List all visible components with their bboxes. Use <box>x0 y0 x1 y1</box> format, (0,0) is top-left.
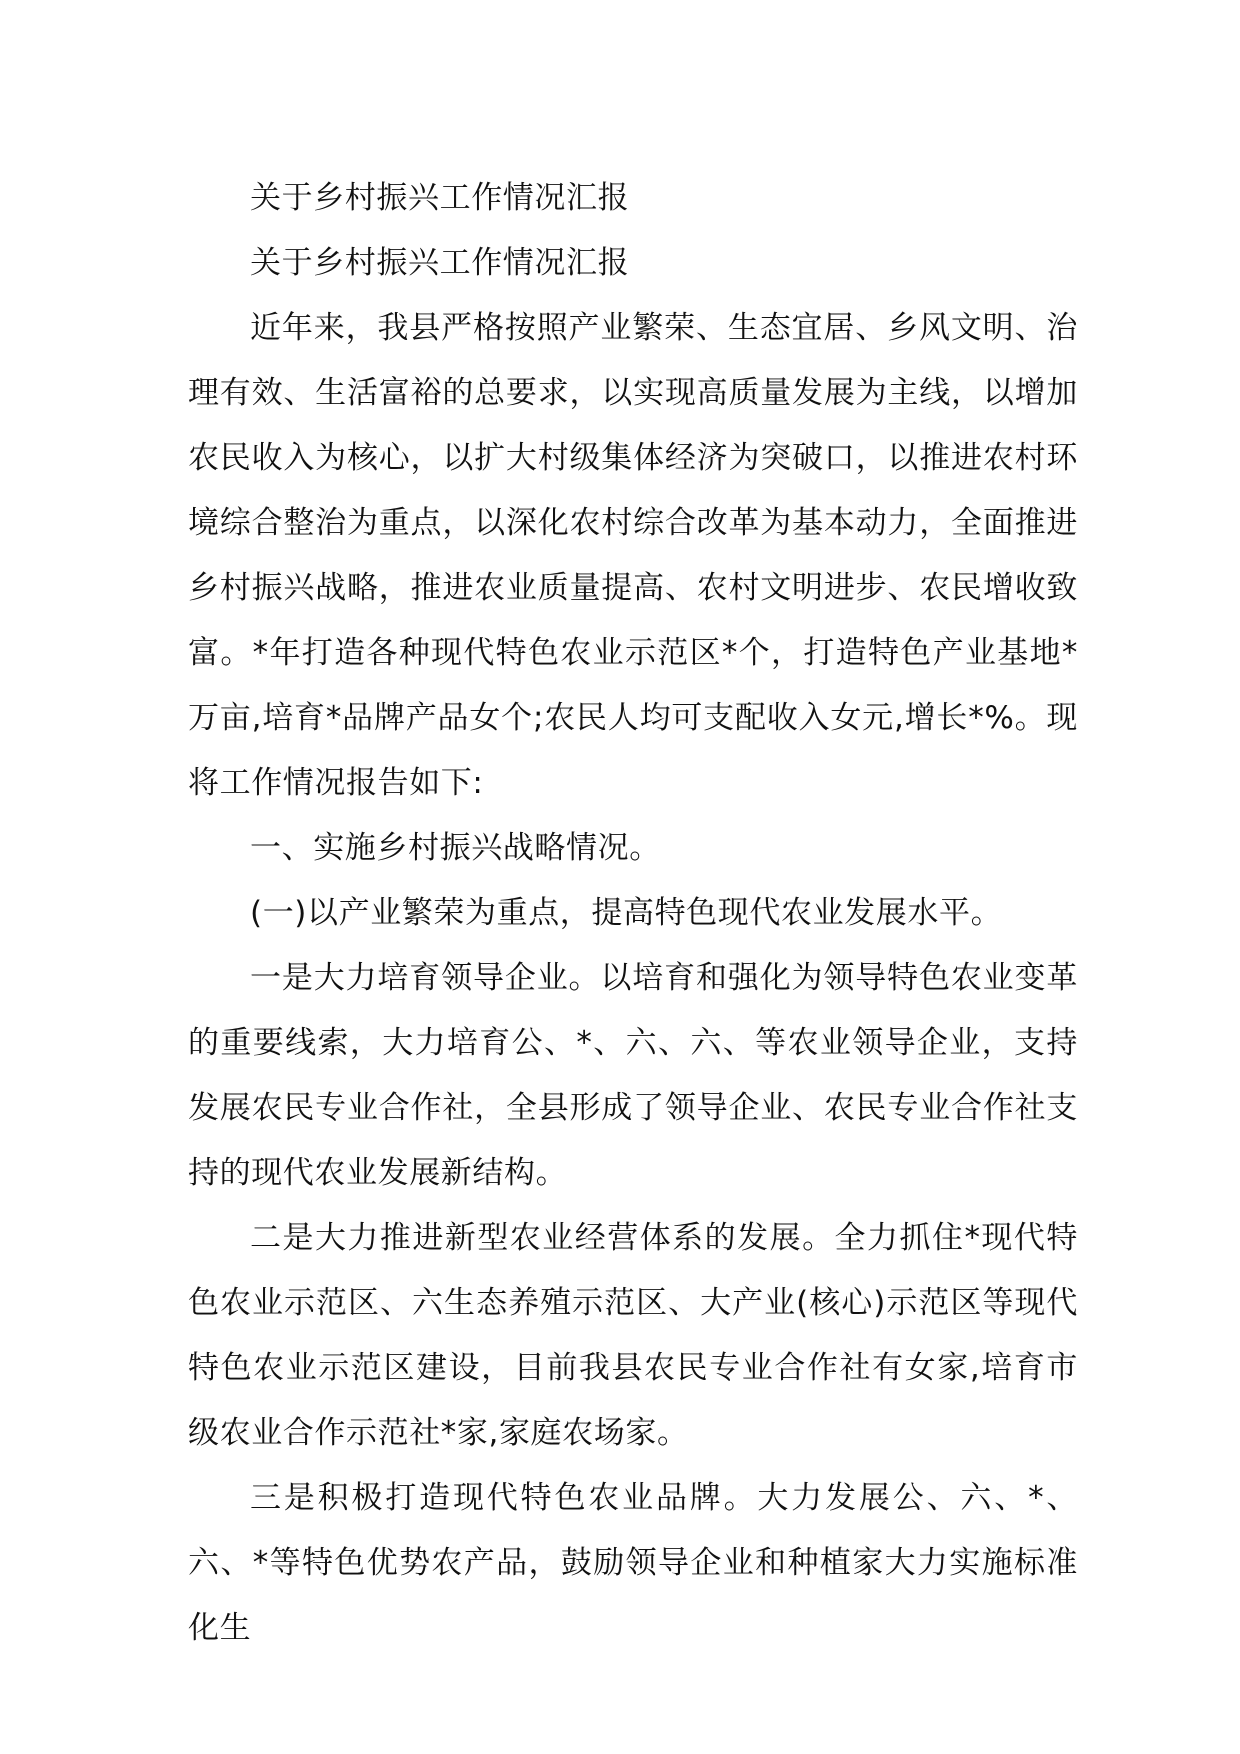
document-title-repeat: 关于乡村振兴工作情况汇报 <box>250 245 630 281</box>
paragraph-agricultural-brands: 三是积极打造现代特色农业品牌。大力发展公、六、*、六、*等特色优势农产品，鼓励领导企业和种植家大力实施标准化生 <box>188 1480 1078 1646</box>
section-heading-1: 一、实施乡村振兴战略情况。 <box>250 830 661 866</box>
paragraph-intro: 近年来，我县严格按照产业繁荣、生态宜居、乡风文明、治理有效、生活富裕的总要求，以实现高质量发展为主线，以增加农民收入为核心，以扩大村级集体经济为突破口，以推进农村环境综合整治为重点，以深化农村综合改革为基本动力，全面推进乡村振兴战略，推进农业质量提高、农村文明进步、农民增收致富。*年打造各种现代特色农业示范区*个，打造特色产业基地*万亩,培育*品牌产品女个;农民人均可支配收入女元,增长*%。现将工作情况报告如下: <box>188 310 1078 801</box>
document-body <box>188 166 1078 1661</box>
paragraph-leading-enterprises: 一是大力培育领导企业。以培育和强化为领导特色农业变革的重要线索，大力培育公、*、六、六、等农业领导企业，支持发展农民专业合作社，全县形成了领导企业、农民专业合作社支持的现代农业发展新结构。 <box>188 960 1078 1191</box>
document-title: 关于乡村振兴工作情况汇报 <box>250 180 630 216</box>
paragraph-agricultural-system: 二是大力推进新型农业经营体系的发展。全力抓住*现代特色农业示范区、六生态养殖示范区、大产业(核心)示范区等现代特色农业示范区建设，目前我县农民专业合作社有女家,培育市级农业合作示范社*家,家庭农场家。 <box>188 1220 1078 1451</box>
subsection-heading-1: (一)以产业繁荣为重点，提高特色现代农业发展水平。 <box>250 895 1003 931</box>
